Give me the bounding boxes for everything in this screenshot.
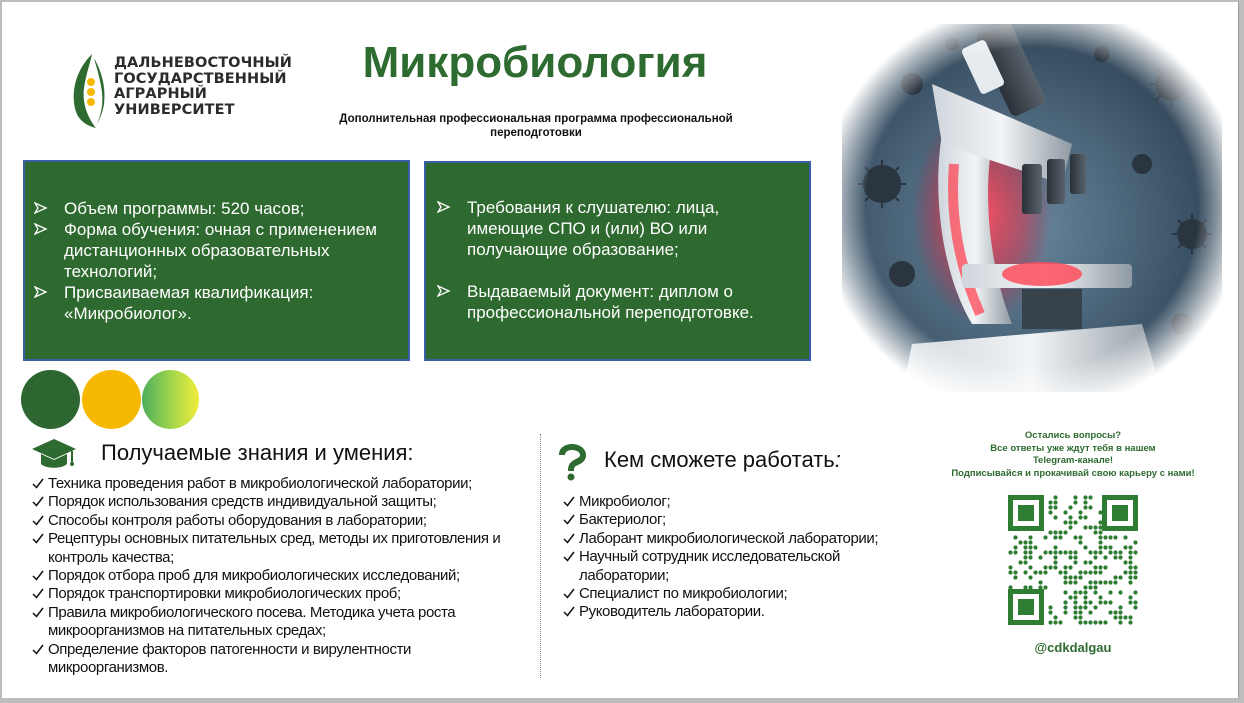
check-icon xyxy=(32,515,44,526)
careers-list xyxy=(563,493,923,622)
university-name: ДАЛЬНЕВОСТОЧНЫЙ ГОСУДАРСТВЕННЫЙ АГРАРНЫЙ УНИВЕРСИТЕТ xyxy=(114,55,293,118)
telegram-handle[interactable]: @cdkdalgau xyxy=(1034,640,1112,655)
list-item: Выдаваемый документ: диплом о профессиональной переподготовке. xyxy=(436,281,799,323)
slide xyxy=(2,2,1239,698)
green-circle xyxy=(21,370,80,429)
check-icon xyxy=(563,533,575,544)
list-item: Требования к слушателю: лица, имеющие СПО и (или) ВО или получающие образование; xyxy=(436,197,799,260)
list-item: Лаборант микробиологической лаборатории; xyxy=(563,530,923,548)
page-title: Микробиология xyxy=(362,38,708,87)
arrow-bullet-icon xyxy=(34,201,48,215)
arrow-bullet-icon xyxy=(34,222,48,236)
list-item: Способы контроля работы оборудования в лаборатории; xyxy=(32,512,532,530)
check-icon xyxy=(32,607,44,618)
yellow-circle xyxy=(82,370,141,429)
question-mark-icon xyxy=(554,443,590,481)
check-icon xyxy=(32,496,44,507)
list-item: Порядок отбора проб для микробиологических исследований; xyxy=(32,567,532,585)
list-item: Форма обучения: очная с применением дистанционных образовательных технологий; xyxy=(33,219,400,282)
list-item: Рецептуры основных питательных сред, методы их приготовления и контроль качества; xyxy=(32,530,532,567)
arrow-bullet-icon xyxy=(34,285,48,299)
section-divider xyxy=(540,434,541,678)
list-item: Специалист по микробиологии; xyxy=(563,585,923,603)
microscope-illustration xyxy=(842,24,1222,392)
arrow-bullet-icon xyxy=(437,200,451,214)
check-icon xyxy=(32,644,44,655)
list-item: Научный сотрудник исследовательской лаборатории; xyxy=(563,548,923,585)
page-subtitle: Дополнительная профессиональная программа профессиональной переподготовки xyxy=(339,113,733,139)
telegram-block xyxy=(932,430,1214,655)
qr-code-icon[interactable] xyxy=(1008,495,1138,625)
check-icon xyxy=(32,533,44,544)
list-item: Руководитель лаборатории. xyxy=(563,603,923,621)
arrow-bullet-icon xyxy=(437,284,451,298)
check-icon xyxy=(563,496,575,507)
list-item: Микробиолог; xyxy=(563,493,923,511)
check-icon xyxy=(32,588,44,599)
gradient-circle xyxy=(142,370,199,429)
list-item: Присваиваемая квалификация: «Микробиолог». xyxy=(33,282,400,324)
leaf-logo-icon xyxy=(68,52,112,128)
university-logo xyxy=(68,52,293,128)
check-icon xyxy=(563,514,575,525)
list-item: Правила микробиологического посева. Методика учета роста микроорганизмов на питательных средах; xyxy=(32,604,532,641)
check-icon xyxy=(563,588,575,599)
check-icon xyxy=(563,606,575,617)
careers-title: Кем сможете работать: xyxy=(604,447,841,472)
list-item: Определение факторов патогенности и вирулентности микроорганизмов. xyxy=(32,641,532,678)
list-item: Объем программы: 520 часов; xyxy=(33,198,400,219)
skills-list xyxy=(32,475,532,677)
check-icon xyxy=(563,551,575,562)
list-item: Техника проведения работ в микробиологической лаборатории; xyxy=(32,475,532,493)
telegram-promo-text: Остались вопросы? Все ответы уже ждут тебя в нашем Telegram-канале! Подписывайся и прокачивай свою карьеру с нами! xyxy=(951,430,1195,479)
program-info-box xyxy=(23,160,410,361)
requirements-box xyxy=(424,161,811,361)
list-item: Бактериолог; xyxy=(563,511,923,529)
list-item: Порядок транспортировки микробиологических проб; xyxy=(32,585,532,603)
graduation-cap-icon xyxy=(30,437,78,473)
check-icon xyxy=(32,570,44,581)
list-item: Порядок использования средств индивидуальной защиты; xyxy=(32,493,532,511)
check-icon xyxy=(32,478,44,489)
skills-title: Получаемые знания и умения: xyxy=(101,440,414,465)
